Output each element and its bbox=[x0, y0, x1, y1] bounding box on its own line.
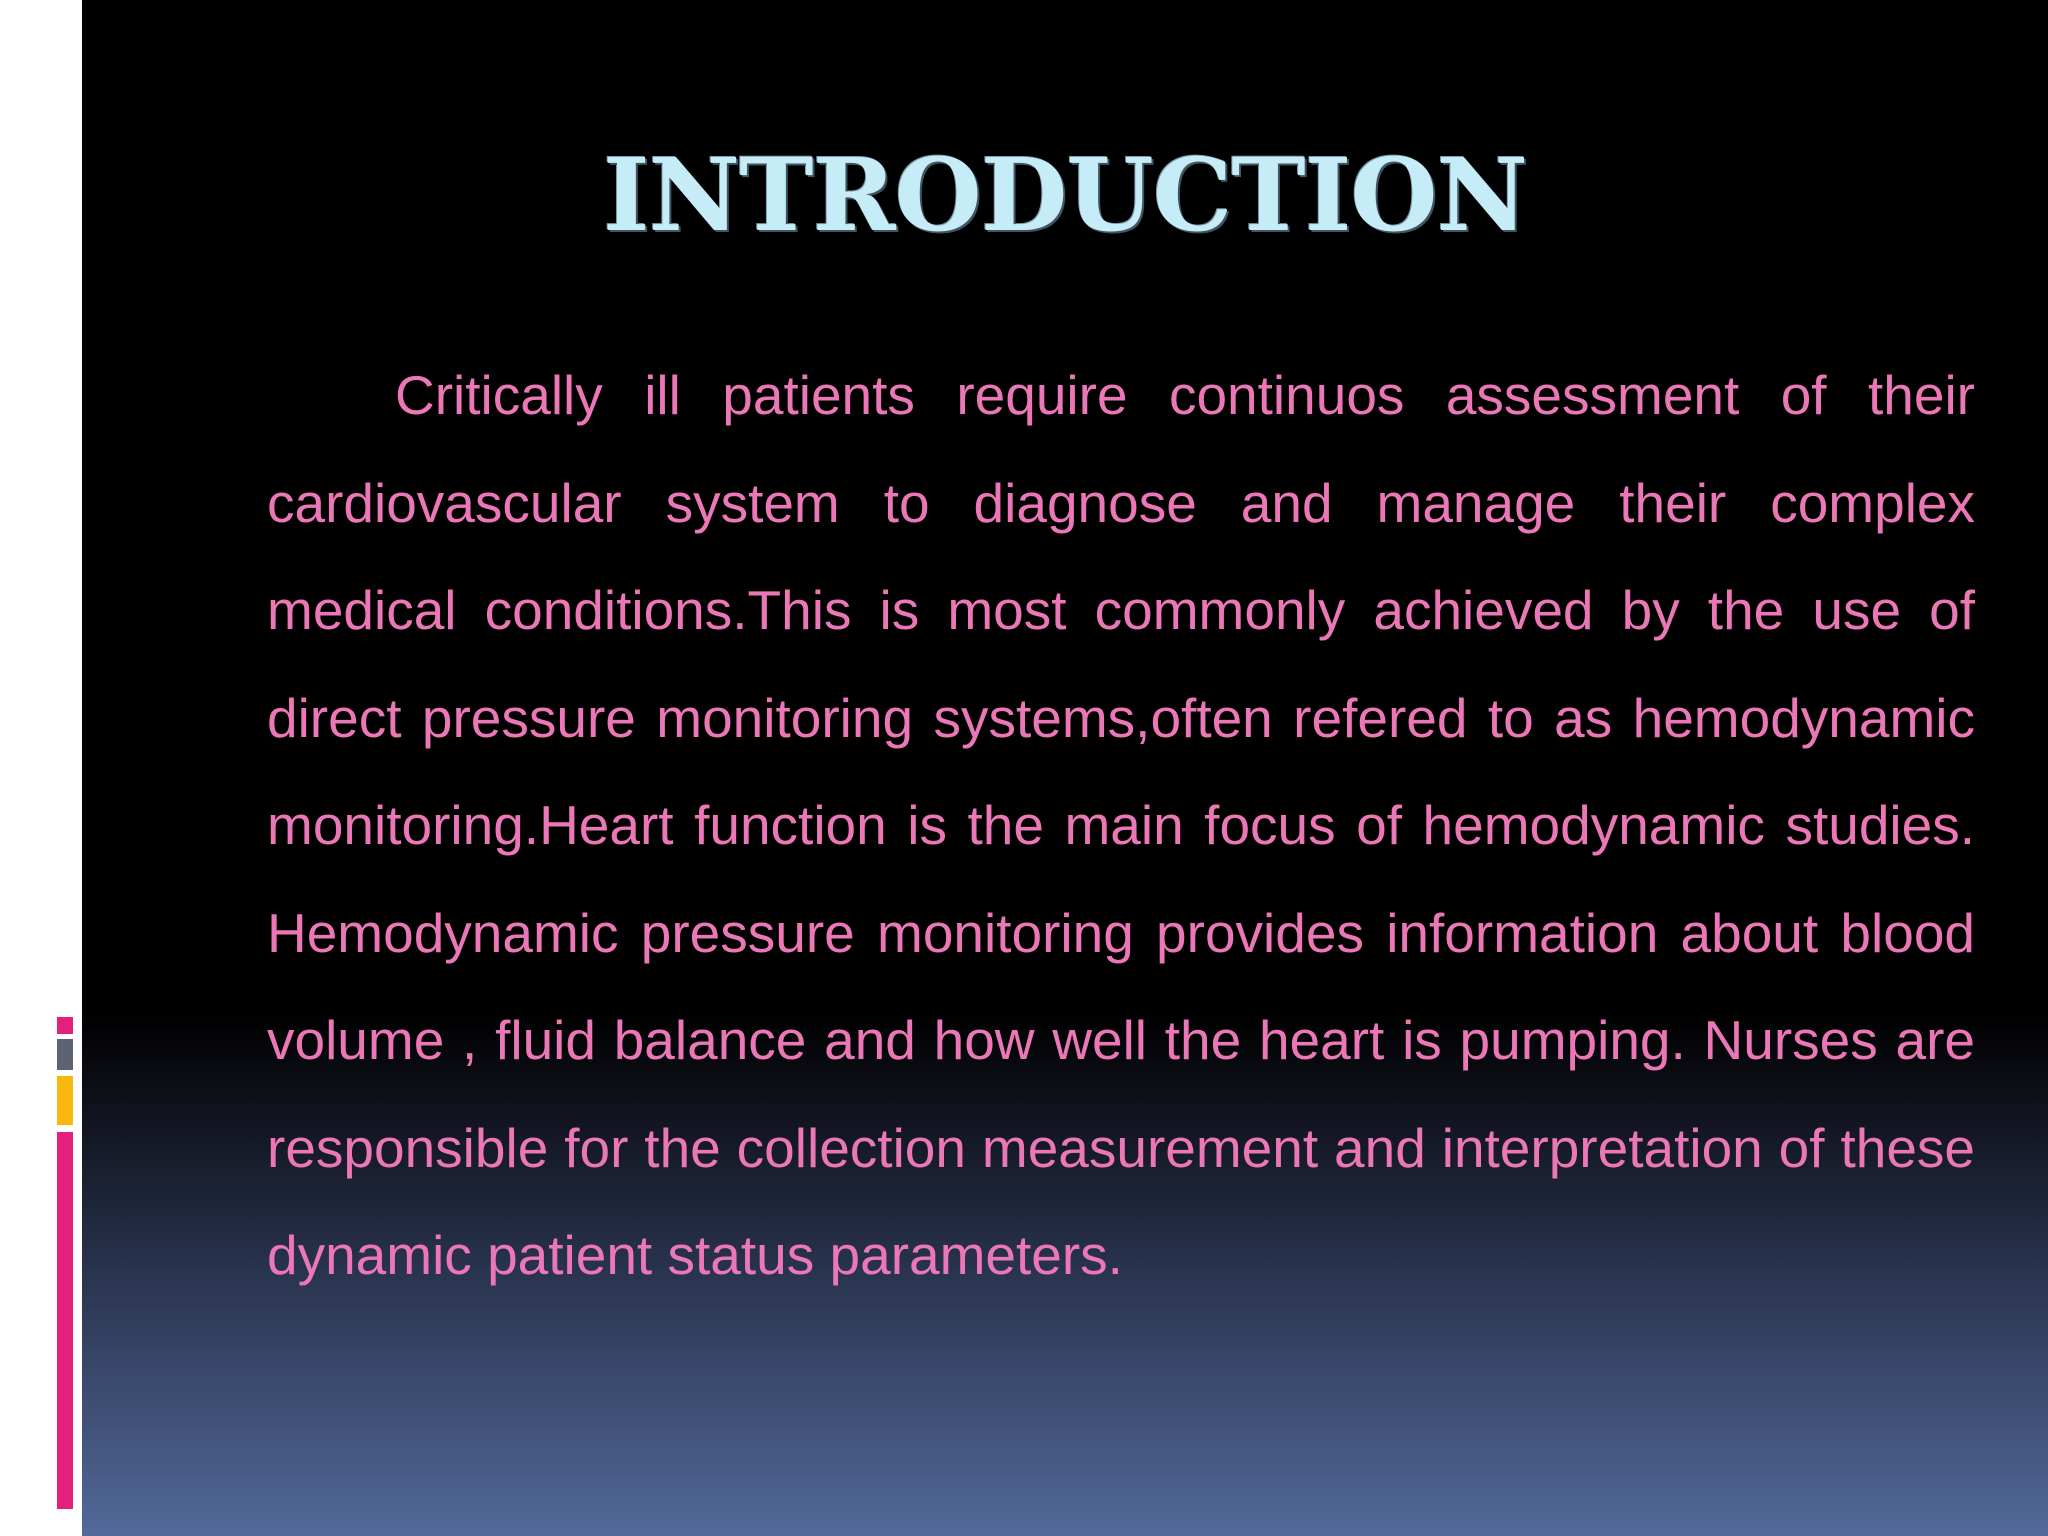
accent-stripe-pink-long bbox=[57, 1132, 73, 1509]
slide-title: INTRODUCTION bbox=[602, 136, 1528, 254]
accent-stripe-slate bbox=[57, 1039, 73, 1070]
accent-stripe-pink-small bbox=[57, 1017, 73, 1034]
slide-body-text: Critically ill patients require continuos assessment of their cardiovascular system to diagnose and manage their complex medical conditions.This is most commonly achieved by the use of direct pressure monitoring systems,often refered to as hemodynamic monitoring.Heart function is the main focus of hemodynamic studies. Hemodynamic pressure monitoring provides information about blood volume , fluid balance and how well the heart is pumping. Nurses are responsible for the collection measurement and interpretation of these dynamic patient status parameters. bbox=[267, 364, 1975, 1286]
vertical-lines-icon bbox=[48, 150, 82, 236]
accent-stripe-yellow bbox=[57, 1076, 73, 1125]
